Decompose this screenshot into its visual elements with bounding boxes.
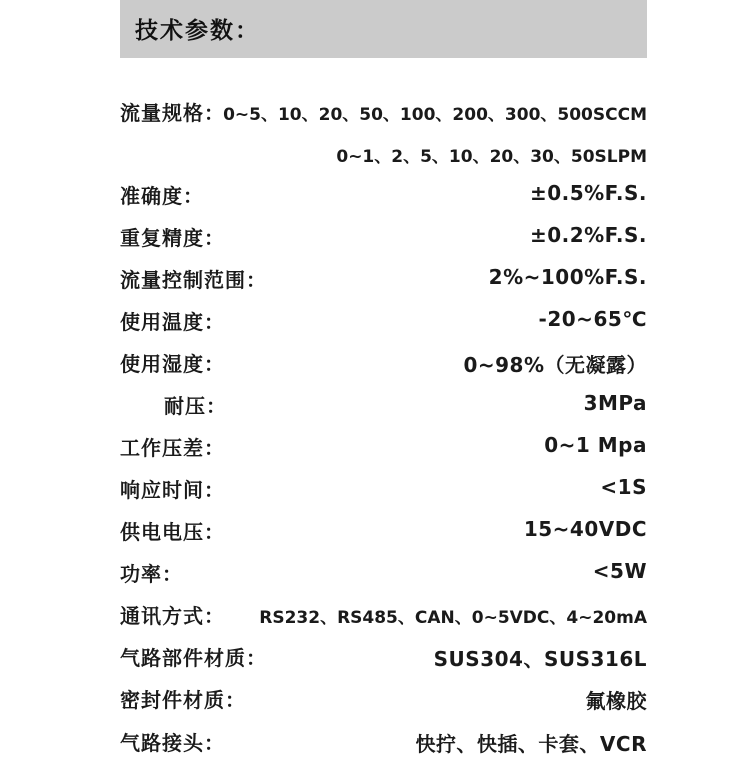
spec-value: ±0.2%F.S. [529, 223, 647, 247]
spec-value: RS232、RS485、CAN、0~5VDC、4~20mA [259, 608, 647, 628]
spec-label: 工作压差： [120, 436, 225, 460]
spec-label: 重复精度： [120, 226, 225, 250]
spec-value: 3MPa [583, 391, 647, 415]
section-title: 技术参数： [135, 18, 260, 44]
spec-value: 快拧、快插、卡套、VCR [415, 732, 647, 756]
spec-label: 使用湿度： [120, 352, 225, 376]
spec-label: 流量控制范围： [120, 268, 267, 292]
spec-label: 供电电压： [120, 520, 225, 544]
spec-row-supply-voltage [120, 516, 647, 550]
spec-label: 流量规格： [120, 101, 225, 125]
spec-label: 耐压： [164, 394, 227, 418]
spec-label: 准确度： [120, 184, 204, 208]
spec-label: 气路接头： [120, 731, 225, 755]
spec-row-power [120, 558, 647, 592]
spec-label: 功率： [120, 562, 183, 586]
spec-row-temperature [120, 306, 647, 340]
spec-row-differential-pressure [120, 432, 647, 466]
spec-row-humidity [120, 348, 647, 382]
spec-row-pressure-rating [120, 390, 647, 424]
spec-value: 15~40VDC [523, 517, 647, 541]
spec-row-response-time [120, 474, 647, 508]
spec-value: <1S [600, 475, 647, 499]
spec-label: 气路部件材质： [120, 646, 267, 670]
spec-row-repeatability [120, 222, 647, 256]
spec-value: <5W [592, 559, 647, 583]
spec-label: 通讯方式： [120, 604, 225, 628]
spec-value: SUS304、SUS316L [433, 647, 647, 671]
spec-value: 0~1 Mpa [544, 433, 647, 457]
spec-row-gas-path-material [120, 642, 647, 676]
spec-row-accuracy [120, 180, 647, 214]
spec-label: 密封件材质： [120, 688, 246, 712]
spec-row-fittings [120, 727, 647, 761]
spec-value: 氟橡胶 [585, 689, 647, 713]
spec-label: 使用温度： [120, 310, 225, 334]
spec-row-control-range [120, 264, 647, 298]
spec-value: 0~5、10、20、50、100、200、300、500SCCM [223, 105, 647, 125]
spec-row-flow-range-2 [120, 139, 647, 173]
spec-value: 0~98%（无凝露） [463, 353, 647, 377]
spec-row-communication [120, 600, 647, 634]
spec-row-flow-range [120, 97, 647, 131]
spec-value: 0~1、2、5、10、20、30、50SLPM [336, 147, 647, 167]
spec-value: 2%~100%F.S. [488, 265, 647, 289]
spec-row-seal-material [120, 684, 647, 718]
spec-value: ±0.5%F.S. [529, 181, 647, 205]
spec-label: 响应时间： [120, 478, 225, 502]
spec-value: -20~65℃ [538, 307, 647, 331]
